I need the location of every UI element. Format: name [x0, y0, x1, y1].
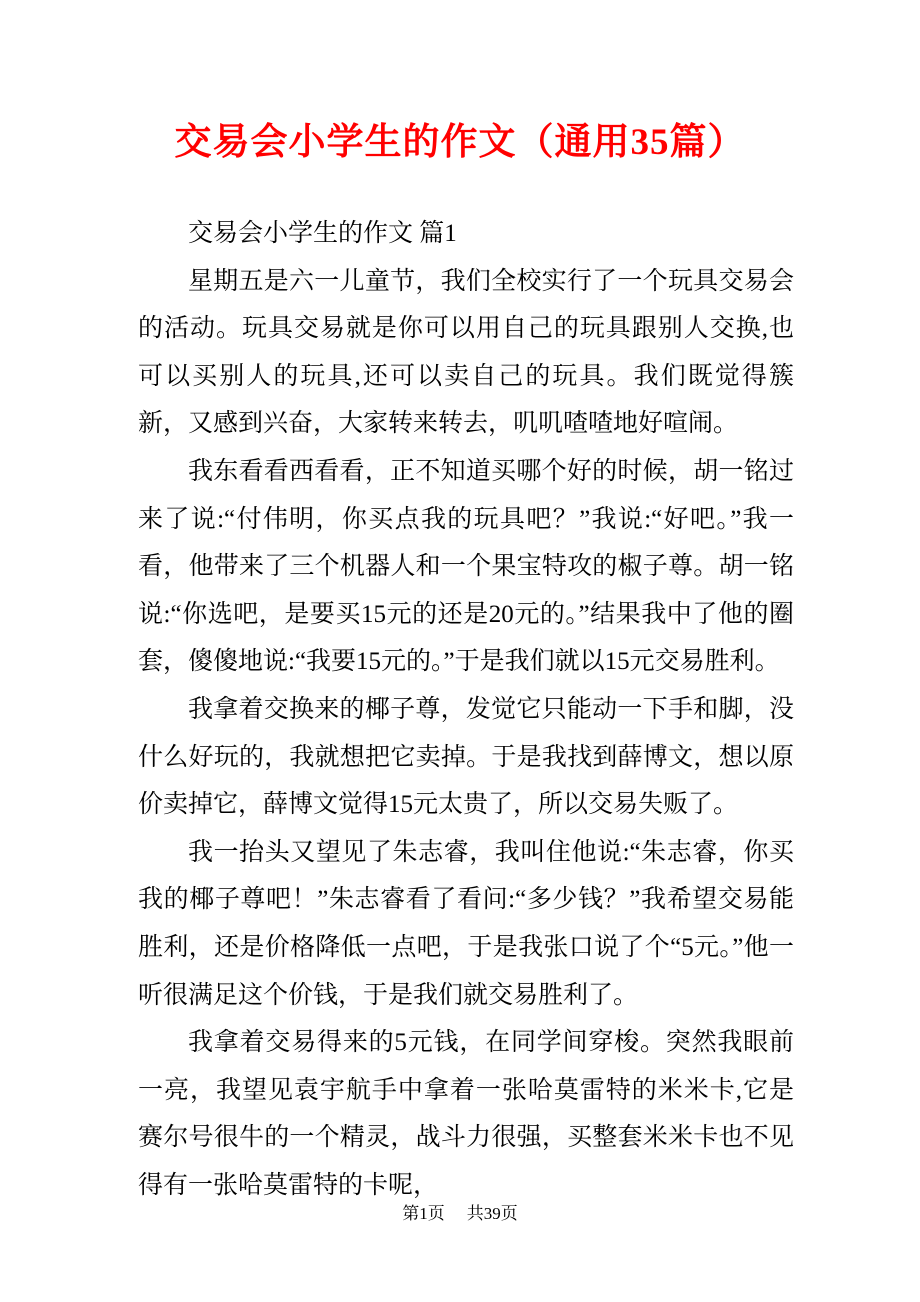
body-paragraph: 星期五是六一儿童节，我们全校实行了一个玩具交易会的活动。玩具交易就是你可以用自己的玩具跟别人交换,也可以买别人的玩具,还可以卖自己的玩具。我们既觉得簇新，又感到兴奋，大家转来转去，叽叽喳喳地好喧闹。 — [138, 267, 794, 438]
document-title: 交易会小学生的作文（通用35篇） — [174, 122, 746, 163]
body-paragraph: 我拿着交易得来的5元钱，在同学间穿梭。突然我眼前一亮，我望见袁宇航手中拿着一张哈莫雷特的米米卡,它是赛尔号很牛的一个精灵，战斗力很强，买整套米米卡也不见得有一张哈莫雷特的卡呢， — [138, 1029, 794, 1199]
page-total-label: 共39页 — [466, 1204, 518, 1223]
body-paragraph: 我拿着交换来的椰子尊，发觉它只能动一下手和脚，没什么好玩的，我就想把它卖掉。于是我找到薛博文，想以原价卖掉它，薛博文觉得15元太贵了，所以交易失贩了。 — [138, 695, 794, 819]
section-subtitle: 交易会小学生的作文 篇1 — [188, 220, 457, 247]
body-paragraph: 我一抬头又望见了朱志睿，我叫住他说:“朱志睿，你买我的椰子尊吧！”朱志睿看了看问:“多少钱？”我希望交易能胜利，还是价格降低一点吧，于是我张口说了个“5元。”他一听很满足这个价钱，于是我们就交易胜利了。 — [138, 838, 794, 1009]
document-body — [138, 210, 794, 1209]
page-number-label: 第1页 — [402, 1204, 445, 1223]
body-paragraph: 我东看看西看看，正不知道买哪个好的时候，胡一铭过来了说:“付伟明，你买点我的玩具吧？”我说:“好吧。”我一看，他带来了三个机器人和一个果宝特攻的椒子尊。胡一铭说:“你选吧，是要买15元的还是20元的。”结果我中了他的圈套，傻傻地说:“我要15元的。”于是我们就以15元交易胜利。 — [138, 457, 794, 676]
page-footer — [0, 1202, 920, 1226]
